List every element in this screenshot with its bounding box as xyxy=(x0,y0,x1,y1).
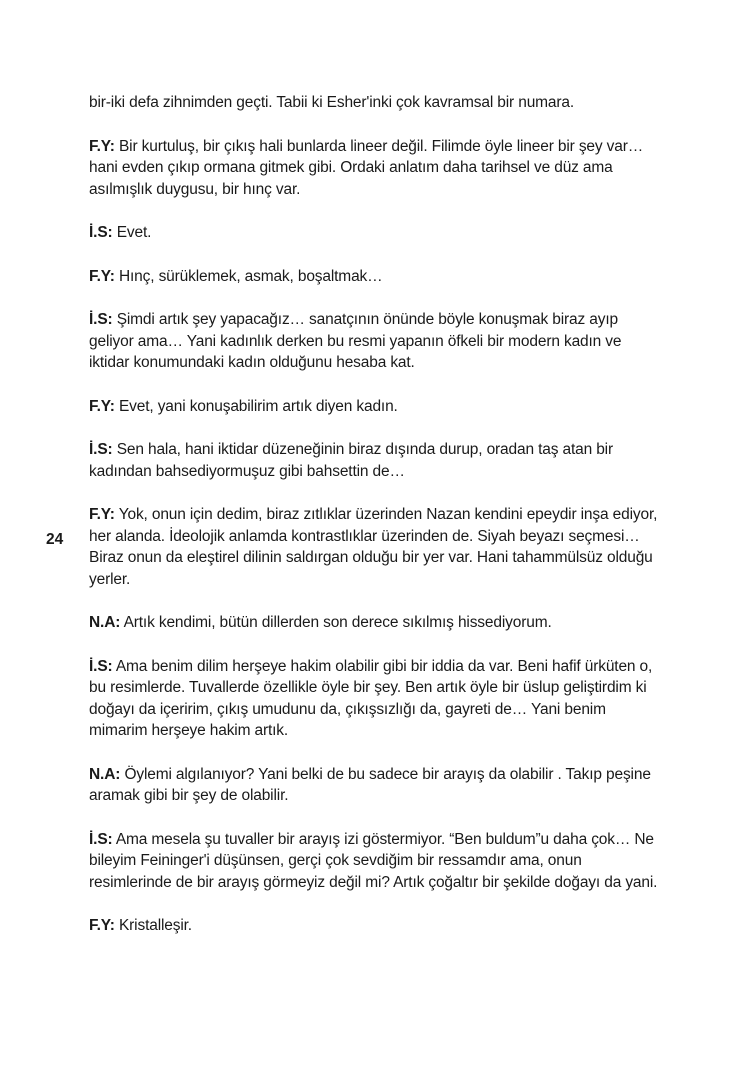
transcript-paragraph xyxy=(89,222,664,244)
transcript-paragraph xyxy=(89,439,664,482)
transcript-paragraph xyxy=(89,504,664,590)
paragraph-text: Sen hala, hani iktidar düzeneğinin biraz dışında durup, oradan taş atan bir kadından bahsediyormuşuz gibi bahsettin de… xyxy=(89,441,613,480)
speaker-label: N.A: xyxy=(89,614,121,631)
transcript-paragraph xyxy=(89,612,664,634)
page-number: 24 xyxy=(46,531,64,548)
transcript-paragraph xyxy=(89,266,664,288)
transcript-paragraph xyxy=(89,764,664,807)
speaker-label: F.Y: xyxy=(89,137,115,155)
speaker-label: N.A: xyxy=(89,765,121,783)
transcript-paragraph xyxy=(89,92,664,114)
paragraph-text: Öylemi algılanıyor? Yani belki de bu sadece bir arayış da olabilir . Takıp peşine aramak gibi bir şey de olabilir. xyxy=(89,765,651,804)
paragraph-text: Evet, yani konuşabilirim artık diyen kadın. xyxy=(118,397,398,415)
paragraph-text: Kristalleşir. xyxy=(118,917,192,934)
transcript-paragraph xyxy=(89,309,664,374)
speaker-label: F.Y: xyxy=(89,506,115,523)
paragraph-text: Bir kurtuluş, bir çıkış hali bunlarda lineer değil. Filimde öyle lineer bir şey var… hani evden çıkıp ormana gitmek gibi. Ordaki anlatım daha tarihsel ve düz ama asılmışlık duygusu, bir hınç var. xyxy=(89,137,644,198)
speaker-label: F.Y: xyxy=(89,397,115,415)
paragraph-text: bir-iki defa zihnimden geçti. Tabii ki Esher'inki çok kavramsal bir numara. xyxy=(89,94,575,111)
transcript-paragraph xyxy=(89,396,664,418)
paragraph-text: Ama benim dilim herşeye hakim olabilir gibi bir iddia da var. Beni hafif ürküten o, bu resimlerde. Tuvallerde özellikle öyle bir şey. Ben artık öyle bir üslup geliştirdim ki doğayı da içeririm, çıkış umudunu da, çıkışsızlığı da, gayreti de… Yani benim mimarim herşeye hakim artık. xyxy=(89,657,653,739)
speaker-label: F.Y: xyxy=(89,267,115,285)
paragraph-text: Artık kendimi, bütün dillerden son derece sıkılmış hissediyorum. xyxy=(123,614,552,631)
paragraph-text: Evet. xyxy=(116,224,152,241)
transcript-paragraph xyxy=(89,136,664,201)
transcript-paragraph xyxy=(89,829,664,894)
paragraph-text: Yok, onun için dedim, biraz zıtlıklar üzerinden Nazan kendini epeydir inşa ediyor, her alanda. İdeolojik anlamda kontrastlıklar üzerinden de. Siyah beyazı seçmesi… Biraz onun da eleştirel dilinin saldırgan olduğu bir yer var. Hani tahammülsüz olduğu yerler. xyxy=(89,506,658,588)
paragraph-text: Şimdi artık şey yapacağız… sanatçının önünde böyle konuşmak biraz ayıp geliyor ama… Yani kadınlık derken bu resmi yapanın öfkeli bir modern kadın ve iktidar konumundaki kadın olduğunu hesaba kat. xyxy=(89,311,622,371)
paragraph-text: Ama mesela şu tuvaller bir arayış izi göstermiyor. “Ben buldum”u daha çok… Ne bileyim Feininger'i düşünsen, gerçi çok sevdiğim bir ressamdır ama, onun resimlerinde de bir arayış görmeyiz değil mi? Artık çoğaltır bir şekilde doğayı da yani. xyxy=(89,830,658,891)
speaker-label: İ.S: xyxy=(89,311,113,328)
speaker-label: İ.S: xyxy=(89,657,113,675)
speaker-label: İ.S: xyxy=(89,224,113,241)
interview-transcript xyxy=(89,92,664,959)
transcript-paragraph xyxy=(89,915,664,937)
transcript-paragraph xyxy=(89,656,664,742)
speaker-label: F.Y: xyxy=(89,917,115,934)
paragraph-text: Hınç, sürüklemek, asmak, boşaltmak… xyxy=(118,267,383,285)
speaker-label: İ.S: xyxy=(89,441,113,458)
speaker-label: İ.S: xyxy=(89,830,113,848)
